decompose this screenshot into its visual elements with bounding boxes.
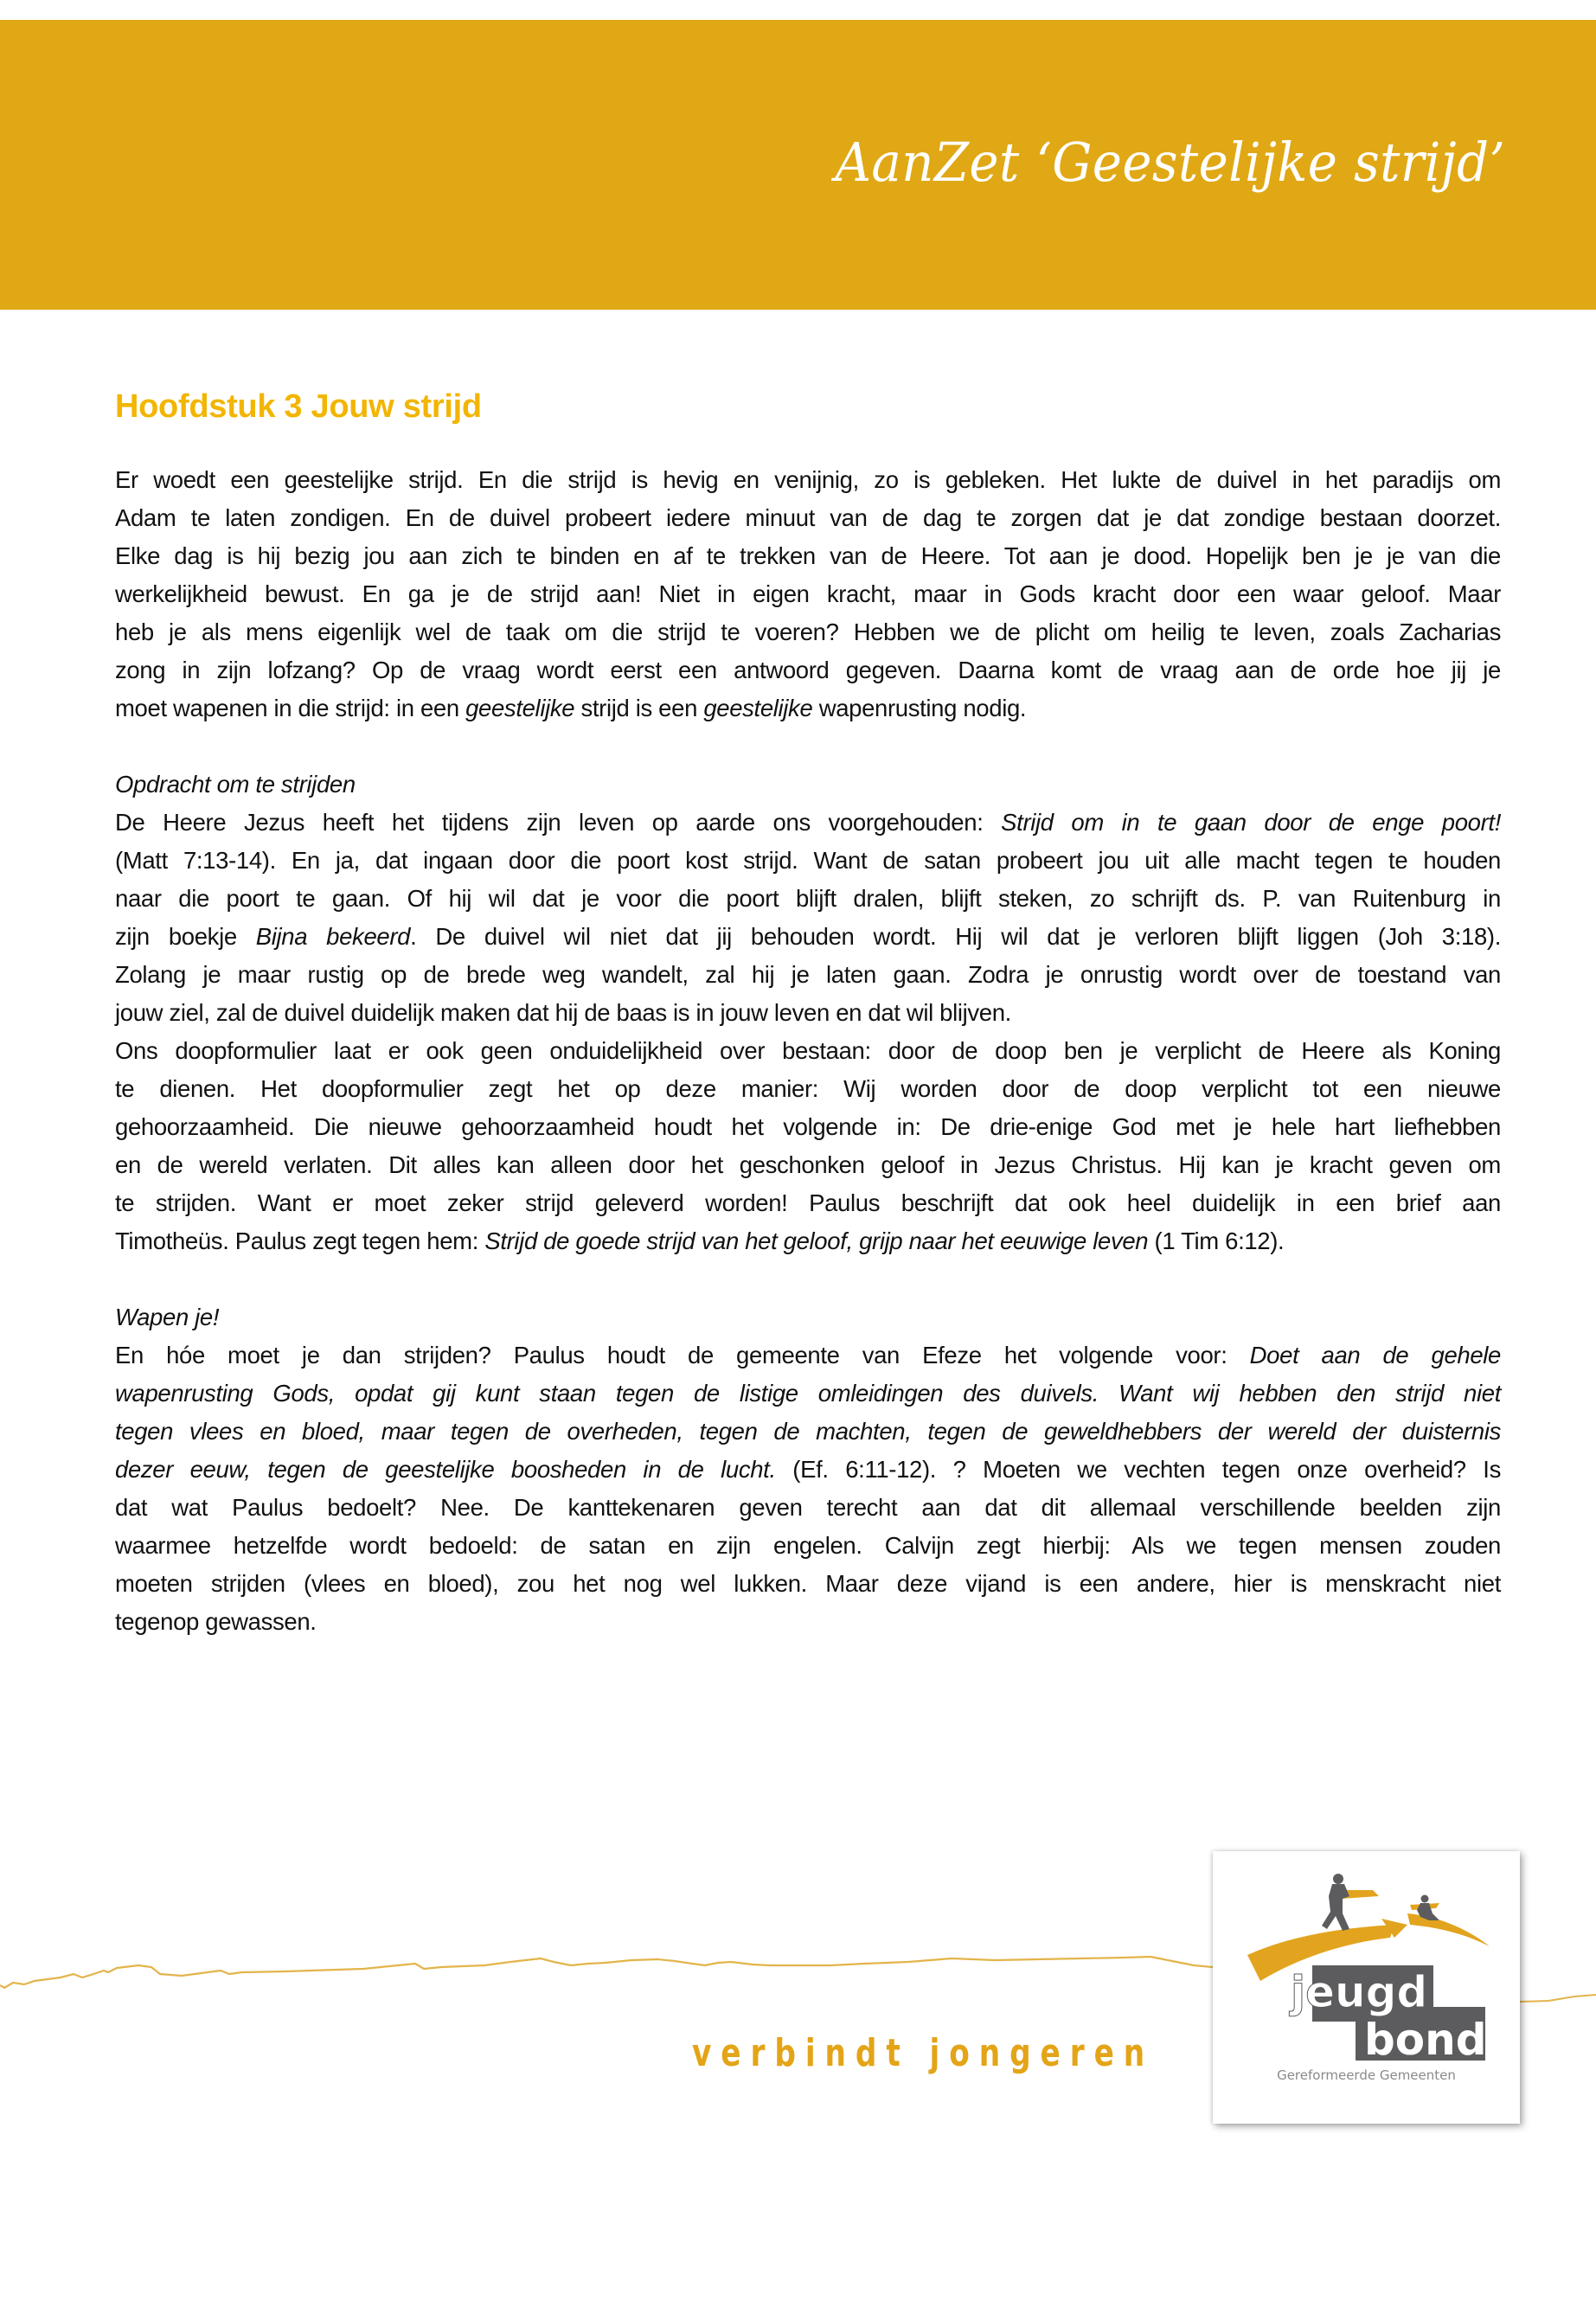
document-title: AanZet ‘Geestelijke strijd’ bbox=[835, 131, 1505, 194]
logo-subtitle: Gereformeerde Gemeenten bbox=[1277, 2067, 1456, 2083]
quote-line: tegen vlees en bloed, maar tegen de overheden, tegen de machten, tegen de geweldhebbers der wereld der duisternis bbox=[115, 1418, 1501, 1445]
quote-line: wapenrusting Gods, opdat gij kunt staan tegen de listige omleidingen des duivels. Want wij hebben den strijd niet bbox=[115, 1380, 1501, 1407]
text-line bbox=[115, 1222, 1501, 1260]
logo-word-bond: bond bbox=[1364, 2015, 1487, 2065]
text-line: waarmee hetzelfde wordt bedoeld: de satan en zijn engelen. Calvijn zegt hierbij: Als we tegen mensen zouden bbox=[115, 1532, 1501, 1559]
quote-text: Strijd de goede strijd van het geloof, grijp naar het eeuwige leven bbox=[484, 1227, 1149, 1254]
emphasis-text: geestelijke bbox=[703, 695, 813, 721]
text-line: en de wereld verlaten. Dit alles kan alleen door het geschonken geloof in Jezus Christus. Hij kan je kracht geven om bbox=[115, 1151, 1501, 1178]
text-run: De Heere Jezus heeft het tijdens zijn leven op aarde ons voorgehouden: bbox=[115, 809, 1002, 836]
text-line: Ons doopformulier laat er ook geen onduidelijkheid over bestaan: door de doop ben je verplicht de Heere als Koning bbox=[115, 1037, 1501, 1064]
section-wapen-je bbox=[115, 1298, 1501, 1641]
figure-head bbox=[1333, 1874, 1343, 1884]
header-band bbox=[0, 20, 1596, 310]
book-title: Bijna bekeerd bbox=[255, 923, 411, 950]
document-body bbox=[115, 385, 1501, 1641]
text-run: (1 Tim 6:12). bbox=[1148, 1227, 1285, 1254]
paragraph-spacer bbox=[115, 1260, 1501, 1298]
text-line: Elke dag is hij bezig jou aan zich te binden en af te trekken van de Heere. Tot aan je dood. Hopelijk ben je je van die bbox=[115, 542, 1501, 569]
text-line: tegenop gewassen. bbox=[115, 1608, 317, 1635]
tagline: verbindt jongeren bbox=[692, 2031, 1155, 2075]
quote-text: Strijd om in te gaan door de enge poort! bbox=[1001, 809, 1501, 836]
text-line: werkelijkheid bewust. En ga je de strijd aan! Niet in eigen kracht, maar in Gods kracht door een waar geloof. Maar bbox=[115, 580, 1501, 607]
text-line: te dienen. Het doopformulier zegt het op deze manier: Wij worden door de doop verplicht tot een nieuwe bbox=[115, 1075, 1501, 1102]
text-line: te strijden. Want er moet zeker strijd geleverd worden! Paulus beschrijft dat ook heel duidelijk in een brief aan bbox=[115, 1189, 1501, 1216]
text-run: moet wapenen in die strijd: in een bbox=[115, 695, 466, 721]
text-line bbox=[115, 1451, 1501, 1489]
text-line bbox=[115, 689, 1501, 727]
section-subheading: Wapen je! bbox=[115, 1304, 220, 1330]
text-run: zijn boekje bbox=[115, 923, 256, 950]
emphasis-text: geestelijke bbox=[465, 695, 575, 721]
text-line bbox=[115, 1336, 1501, 1375]
text-run: En hóe moet je dan strijden? Paulus houdt de gemeente van Efeze het volgende voor: bbox=[115, 1342, 1250, 1368]
text-line: (Matt 7:13-14). En ja, dat ingaan door die poort kost strijd. Want de satan probeert jou uit alle macht tegen te houden bbox=[115, 847, 1501, 874]
text-line: heb je als mens eigenlijk wel de taak om die strijd te voeren? Hebben we de plicht om heilig te leven, zoals Zacharias bbox=[115, 619, 1501, 645]
text-line: jouw ziel, zal de duivel duidelijk maken dat hij de baas is in jouw leven en dat wil blijven. bbox=[115, 999, 1011, 1026]
quote-text: dezer eeuw, tegen de geestelijke boosheden in de lucht. bbox=[115, 1456, 776, 1483]
text-run: strijd is een bbox=[574, 695, 704, 721]
text-line: Zolang je maar rustig op de brede weg wandelt, zal hij je laten gaan. Zodra je onrustig wordt over de toestand van bbox=[115, 961, 1501, 988]
text-line bbox=[115, 918, 1501, 956]
logo-word-jeugd: jeugd bbox=[1291, 1967, 1428, 2017]
text-run: . De duivel wil niet dat jij behouden wordt. Hij wil dat je verloren blijft liggen (Joh 3:18). bbox=[410, 923, 1502, 950]
text-line: dat wat Paulus bedoelt? Nee. De kanttekenaren geven terecht aan dat dit allemaal verschillende beelden zijn bbox=[115, 1494, 1501, 1521]
text-line bbox=[115, 804, 1501, 842]
text-run: Timotheüs. Paulus zegt tegen hem: bbox=[115, 1227, 485, 1254]
quote-text: Doet aan de gehele bbox=[1249, 1342, 1501, 1368]
chapter-title: Hoofdstuk 3 Jouw strijd bbox=[115, 388, 482, 425]
swoosh-shape bbox=[1407, 1913, 1490, 1946]
figure-head bbox=[1421, 1895, 1429, 1903]
text-line: zong in zijn lofzang? Op de vraag wordt eerst een antwoord gegeven. Daarna komt de vraag aan de orde hoe jij je bbox=[115, 657, 1501, 683]
text-line: gehoorzaamheid. Die nieuwe gehoorzaamheid houdt het volgende in: De drie-enige God met je hele hart liefhebben bbox=[115, 1113, 1501, 1140]
section-opdracht bbox=[115, 766, 1501, 1260]
text-line: Adam te laten zondigen. En de duivel probeert iedere minuut van de dag te zorgen dat je dat zondige bestaan doorzet. bbox=[115, 504, 1501, 531]
section-subheading: Opdracht om te strijden bbox=[115, 771, 356, 798]
paragraph-spacer bbox=[115, 727, 1501, 766]
text-line: Er woedt een geestelijke strijd. En die strijd is hevig en venijnig, zo is gebleken. Het lukte de duivel in het paradijs om bbox=[115, 466, 1501, 493]
intro-paragraph bbox=[115, 461, 1501, 727]
jeugdbond-logo bbox=[1213, 1851, 1520, 2124]
text-line: moeten strijden (vlees en bloed), zou het nog wel lukken. Maar deze vijand is een andere, hier is menskracht niet bbox=[115, 1570, 1501, 1597]
text-run: (Ef. 6:11-12). ? Moeten we vechten tegen onze overheid? Is bbox=[775, 1456, 1501, 1483]
text-run: wapenrusting nodig. bbox=[812, 695, 1027, 721]
figure-body bbox=[1322, 1884, 1349, 1931]
text-line: naar die poort te gaan. Of hij wil dat je voor die poort blijft dralen, blijft steken, zo schrijft ds. P. van Ruitenburg in bbox=[115, 885, 1501, 912]
